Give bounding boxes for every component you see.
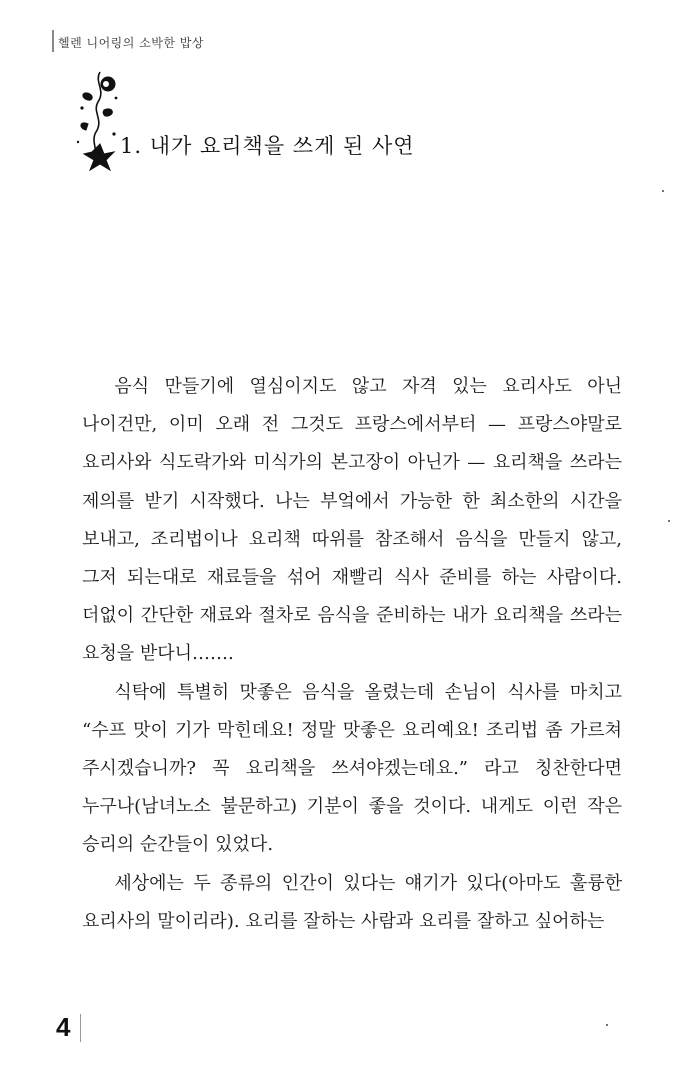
scan-speck [662,190,664,192]
page-number: 4 [56,1012,71,1042]
scan-speck [606,1024,608,1026]
paragraph: 음식 만들기에 열심이지도 않고 자격 있는 요리사도 아닌 나이건만, 이미 오래 전 그것도 프랑스에서부터 — 프랑스야말로 요리사와 식도락가와 미식가의 본고장이 아닌가 — 요리책을 쓰라는 제의를 받기 시작했다. 나는 부엌에서 가능한 한 최소한의 시간을 보내고, 조리법이나 요리책 따위를 참조해서 음식을 만들지 않고, 그저 되는대로 재료들을 섞어 재빨리 식사 준비를 하는 사람이다. 더없이 간단한 재료와 절차로 음식을 준비하는 내가 요리책을 쓰라는 요청을 받다니……. [82,376,622,665]
scan-speck [668,520,670,522]
paragraph: 식탁에 특별히 맛좋은 음식을 올렸는데 손님이 식사를 마치고 “수프 맛이 기가 막힌데요! 정말 맛좋은 요리예요! 조리법 좀 가르쳐 주시겠습니까? 꼭 요리책을 쓰셔야겠는데요.” 라고 칭찬한다면 누구나(남녀노소 불문하고) 기분이 좋을 것이다. 내게도 이런 작은 승리의 순간들이 있었다. [82,681,622,856]
paragraph: 세상에는 두 종류의 인간이 있다는 얘기가 있다(아마도 훌륭한 요리사의 말이리라). 요리를 잘하는 사람과 요리를 잘하고 싶어하는 [82,872,622,932]
running-header: 헬렌 니어링의 소박한 밥상 [58,36,204,50]
header-rule [52,30,54,52]
page-number-rule [80,1014,81,1042]
body-text [82,368,622,941]
chapter-title: 1. 내가 요리책을 쓰게 된 사연 [120,134,415,158]
